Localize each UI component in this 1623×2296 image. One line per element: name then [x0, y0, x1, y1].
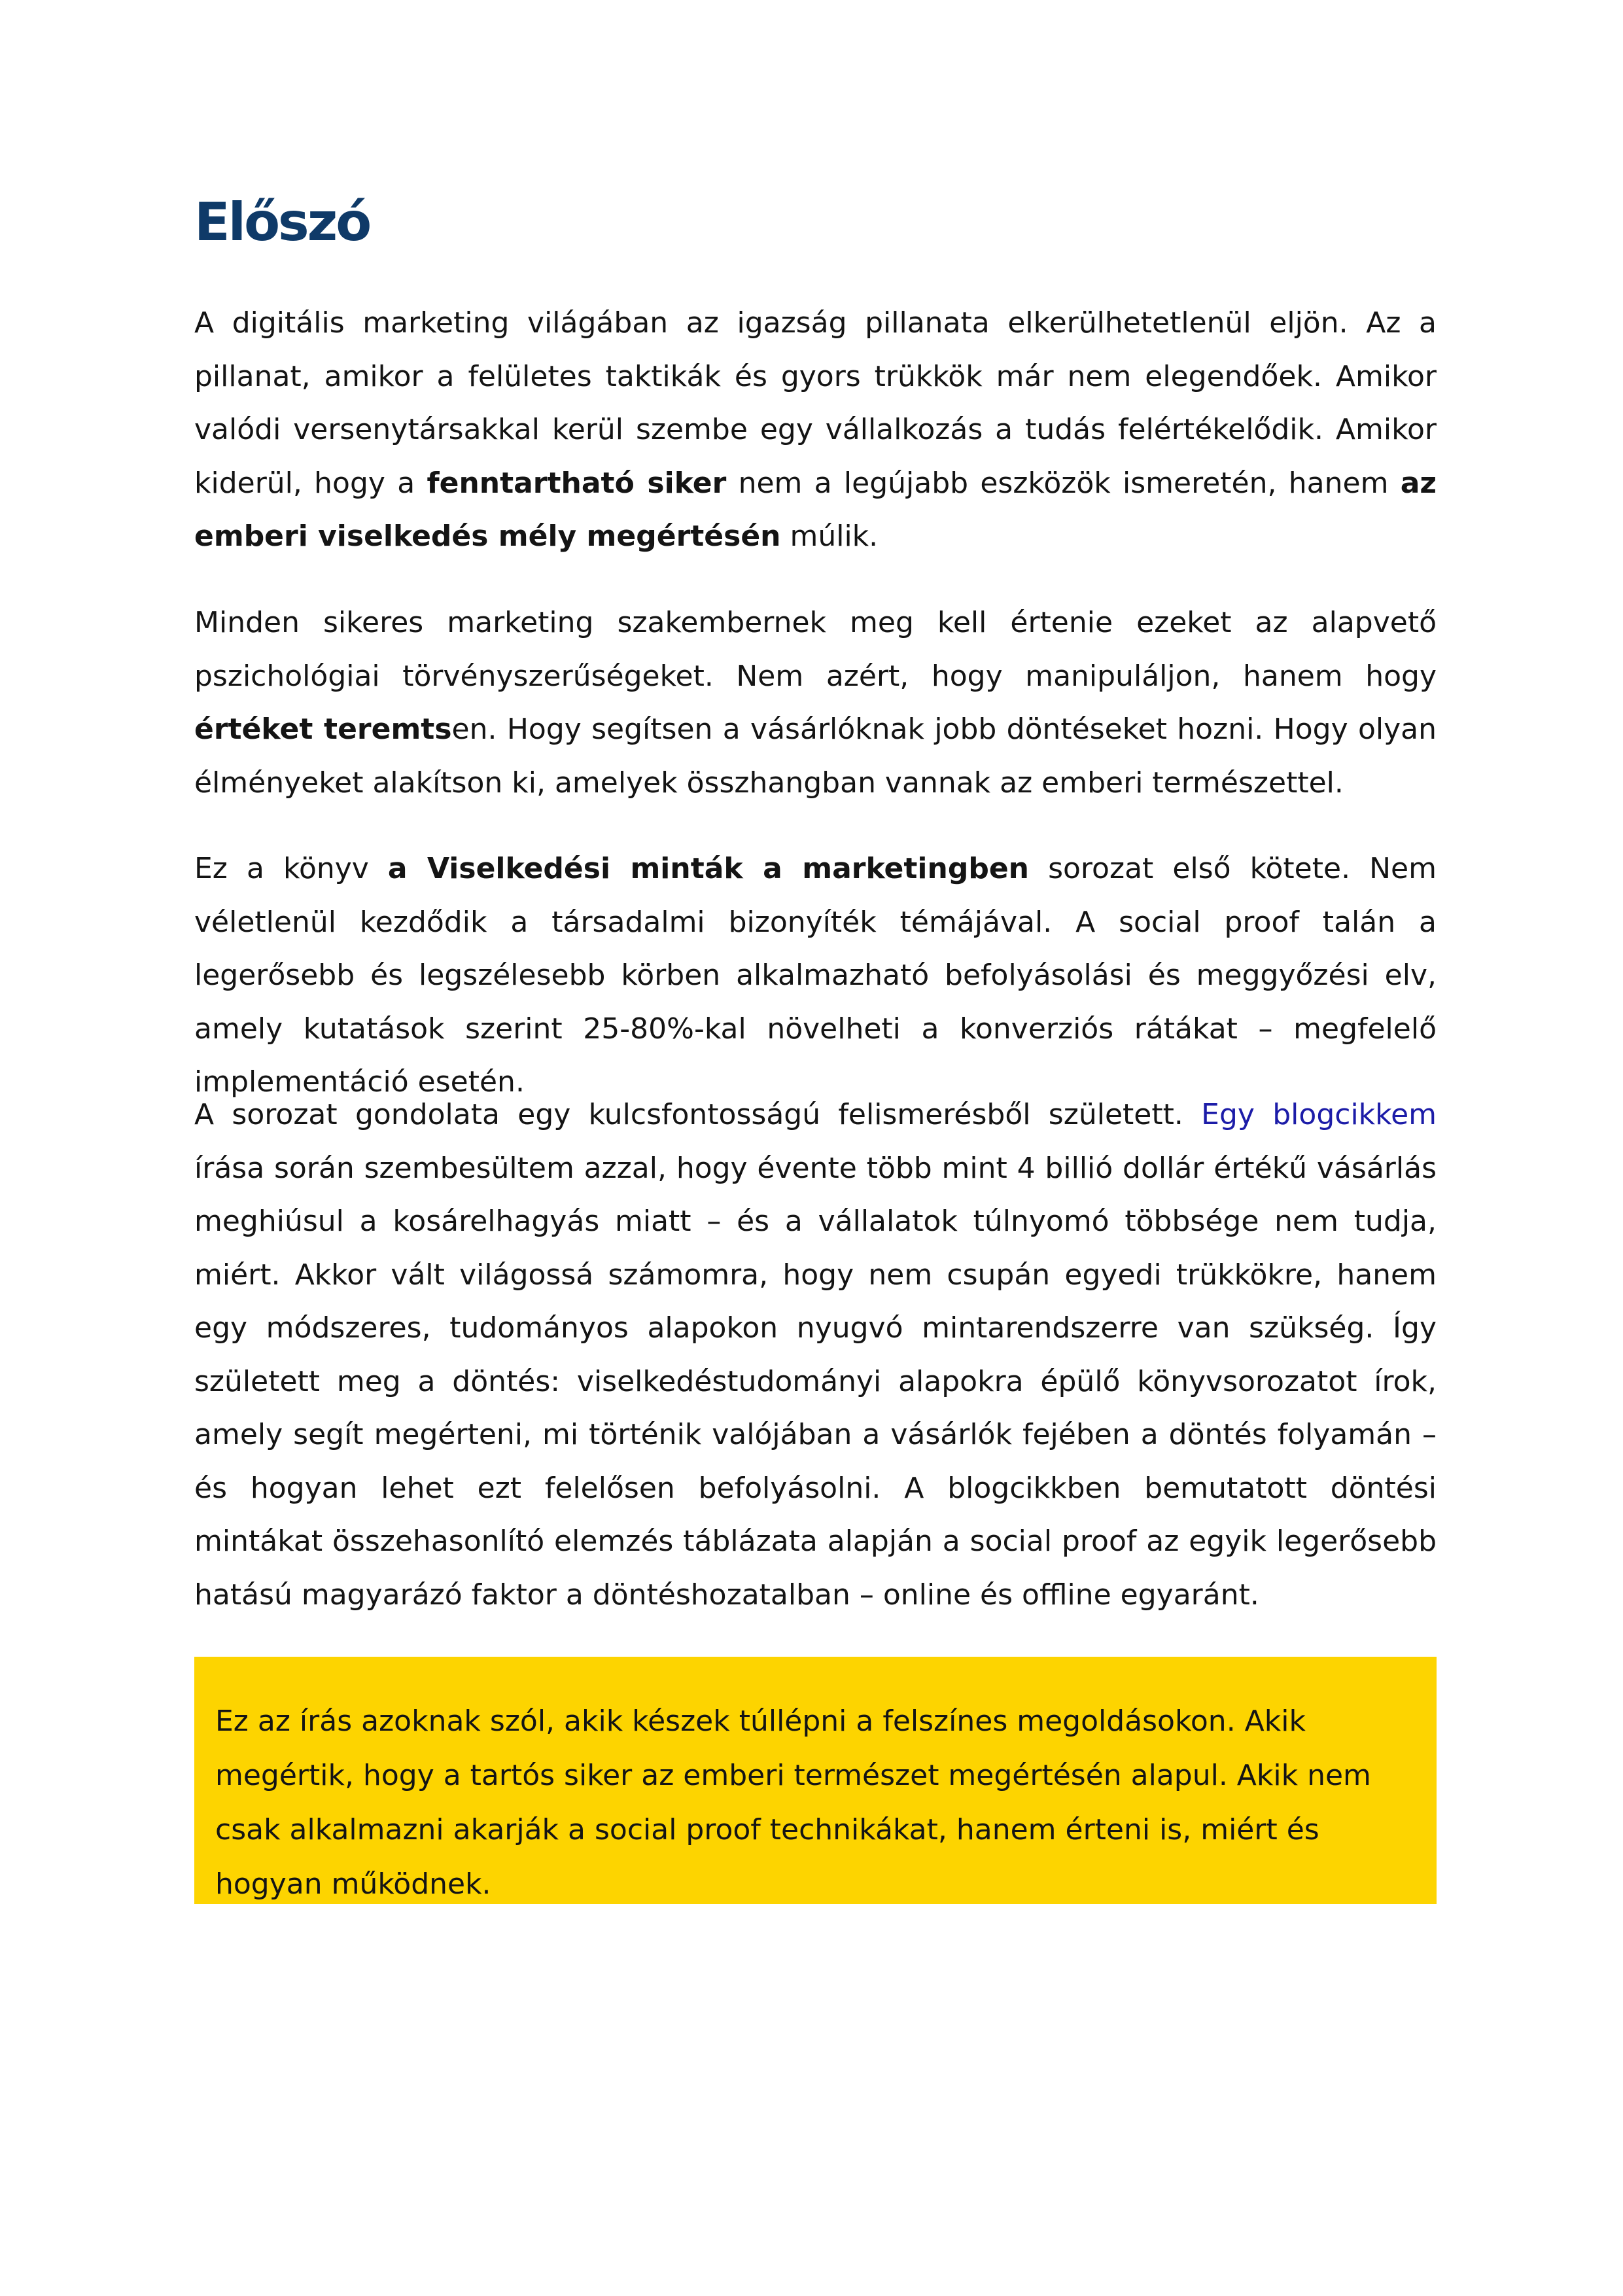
paragraph-intro	[194, 296, 1437, 563]
bold-phrase: értéket teremts	[194, 713, 452, 746]
highlight-callout	[194, 1657, 1437, 1904]
text-run: sorozat első kötete. Nem véletlenül kezdődik a társadalmi bizonyíték témájával. A social proof talán a legerősebb és legszélesebb körben alkalmazható befolyásolási és meggyőzési elv, amely kutatások szerint 25-80%-kal növelheti a konverziós rátákat – megfelelő implementáció esetén.	[194, 852, 1437, 1099]
text-run: nem a legújabb eszközök ismeretén, hanem	[726, 466, 1401, 500]
text-run: múlik.	[780, 520, 879, 553]
paragraph-series	[194, 842, 1437, 1109]
bold-phrase: fenntartható siker	[427, 466, 727, 500]
blog-article-link[interactable]: Egy blogcikkem	[1201, 1098, 1437, 1131]
bold-phrase: a Viselkedési minták a marketingben	[387, 852, 1029, 885]
text-run: A digitális marketing világában az igazság pillanata elkerülhetetlenül eljön. Az a pillanat, amikor a felületes taktikák és gyors trükkök már nem elegendőek. Amikor valódi versenytársakkal kerül szembe egy vállalkozás a tudás felértékelődik. Amikor kiderül, hogy a	[194, 306, 1437, 500]
text-run: írása során szembesültem azzal, hogy évente több mint 4 billió dollár értékű vásárlás meghiúsul a kosárelhagyás miatt – és a vállalatok túlnyomó többsége nem tudja, miért. Akkor vált világossá számomra, hogy nem csupán egyedi trükkökre, hanem egy módszeres, tudományos alapokon nyugvó mintarendszerre van szükség. Így született meg a döntés: viselkedéstudományi alapokra épülő könyvsorozatot írok, amely segít megérteni, mi történik valójában a vásárlók fejében a döntés folyamán – és hogyan lehet ezt felelősen befolyásolni. A blogcikkben bemutatott döntési mintákat összehasonlító elemzés táblázata alapján a social proof az egyik legerősebb hatású magyarázó faktor a döntéshozatalban – online és offline egyaránt.	[194, 1151, 1437, 1612]
paragraph-psychology	[194, 596, 1437, 809]
page-title: Előszó	[194, 192, 370, 253]
text-run: en. Hogy segítsen a vásárlóknak jobb döntéseket hozni. Hogy olyan élményeket alakítson ki, amelyek összhangban vannak az emberi természettel.	[194, 713, 1437, 800]
callout-text: Ez az írás azoknak szól, akik készek túllépni a felszínes megoldásokon. Akik megértik, hogy a tartós siker az emberi természet megértésén alapul. Akik nem csak alkalmazni akarják a social proof technikákat, hanem érteni is, miért és hogyan működnek.	[215, 1704, 1371, 1901]
text-run: Ez a könyv	[194, 852, 388, 885]
text-run: Minden sikeres marketing szakembernek meg kell értenie ezeket az alapvető pszichológiai törvényszerűségeket. Nem azért, hogy manipuláljon, hanem hogy	[194, 606, 1437, 693]
text-run: A sorozat gondolata egy kulcsfontosságú felismerésből született.	[194, 1098, 1202, 1131]
paragraph-origin	[194, 1088, 1437, 1621]
bold-phrase: az emberi viselkedés mély megértésén	[194, 466, 1437, 553]
